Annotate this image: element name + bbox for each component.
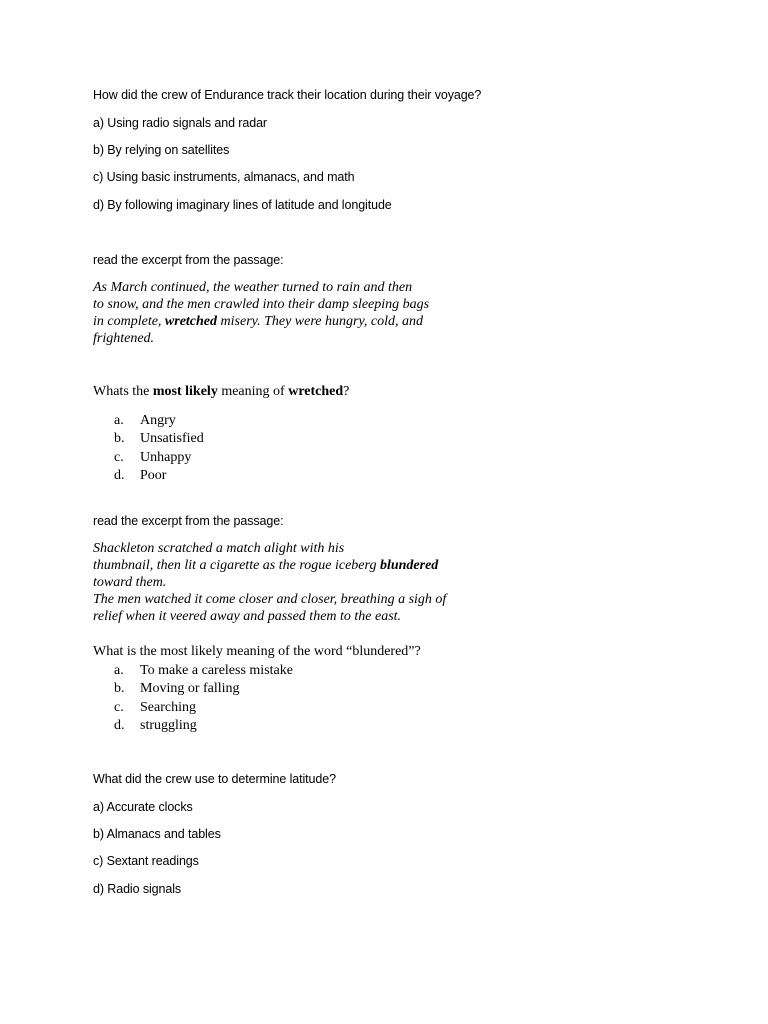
excerpt-1-keyword: wretched [164, 314, 218, 329]
question-4-text: What did the crew use to determine latitude? [93, 772, 336, 786]
excerpt-1-line-3-end: misery. They were hungry, cold, and [217, 314, 423, 329]
question-2-choices [114, 412, 204, 485]
choice-letter: b. [114, 431, 125, 447]
question-2-choice-a [114, 412, 204, 430]
excerpt-1-line-4: frightened. [93, 331, 155, 346]
excerpt-2 [93, 540, 446, 625]
choice-letter: c. [114, 699, 124, 715]
excerpt-1-intro: read the excerpt from the passage: [93, 253, 284, 267]
question-2-choice-b [114, 430, 204, 448]
question-2-pre: Whats the [93, 384, 153, 399]
excerpt-1-line-2: to snow, and the men crawled into their damp sleeping bags [93, 297, 430, 312]
excerpt-1-line-3-start: in complete, [93, 314, 165, 329]
question-3-choice-a [114, 662, 293, 680]
excerpt-2-line-5: relief when it veered away and passed them to the east. [93, 609, 402, 624]
excerpt-1 [93, 279, 429, 347]
choice-text: Angry [140, 413, 176, 428]
question-4-option-b: b) Almanacs and tables [93, 827, 221, 841]
question-3-choice-b [114, 680, 293, 698]
question-3-choices [114, 662, 293, 735]
question-3-choice-c [114, 699, 293, 717]
choice-text: struggling [140, 717, 197, 733]
excerpt-2-line-1: Shackleton scratched a match alight with his [93, 541, 345, 556]
excerpt-2-line-2-start: thumbnail, then lit a cigarette as the rogue iceberg [93, 558, 380, 573]
question-2-bold-1: most likely [152, 384, 218, 399]
question-3-text: What is the most likely meaning of the word “blundered”? [93, 644, 421, 659]
question-1-option-d: d) By following imaginary lines of latitude and longitude [93, 198, 392, 212]
question-2-bold-2: wretched [288, 384, 344, 399]
choice-text: Moving or falling [140, 681, 240, 697]
choice-text: To make a careless mistake [140, 663, 293, 678]
question-4-option-a: a) Accurate clocks [93, 800, 193, 814]
choice-text: Searching [140, 699, 196, 715]
choice-letter: d. [114, 717, 125, 733]
question-1-option-b: b) By relying on satellites [93, 143, 230, 157]
question-2-choice-c [114, 449, 204, 467]
question-3-choice-d [114, 717, 293, 735]
excerpt-2-line-2 [93, 557, 446, 574]
choice-text: Unhappy [140, 449, 192, 465]
question-2-text [93, 384, 349, 400]
choice-letter: a. [114, 663, 124, 678]
excerpt-2-line-3: toward them. [93, 575, 167, 590]
question-2-mid: meaning of [217, 384, 289, 399]
excerpt-1-line-3 [93, 313, 429, 330]
choice-text: Unsatisfied [140, 431, 204, 447]
question-4-option-c: c) Sextant readings [93, 854, 199, 868]
question-4-option-d: d) Radio signals [93, 882, 182, 896]
excerpt-2-keyword: blundered [379, 558, 439, 573]
excerpt-2-line-4: The men watched it come closer and closer, breathing a sigh of [93, 592, 447, 607]
choice-letter: a. [114, 413, 124, 428]
excerpt-2-intro: read the excerpt from the passage: [93, 514, 284, 528]
choice-letter: c. [114, 449, 124, 465]
question-1-text: How did the crew of Endurance track their location during their voyage? [93, 88, 482, 102]
excerpt-1-line-1: As March continued, the weather turned to rain and then [93, 280, 413, 295]
question-2-choice-d [114, 467, 204, 485]
choice-letter: d. [114, 467, 125, 483]
choice-text: Poor [140, 467, 167, 483]
choice-letter: b. [114, 681, 125, 697]
question-1-option-a: a) Using radio signals and radar [93, 116, 267, 130]
question-1-option-c: c) Using basic instruments, almanacs, and math [93, 170, 355, 184]
question-2-post: ? [343, 384, 350, 399]
